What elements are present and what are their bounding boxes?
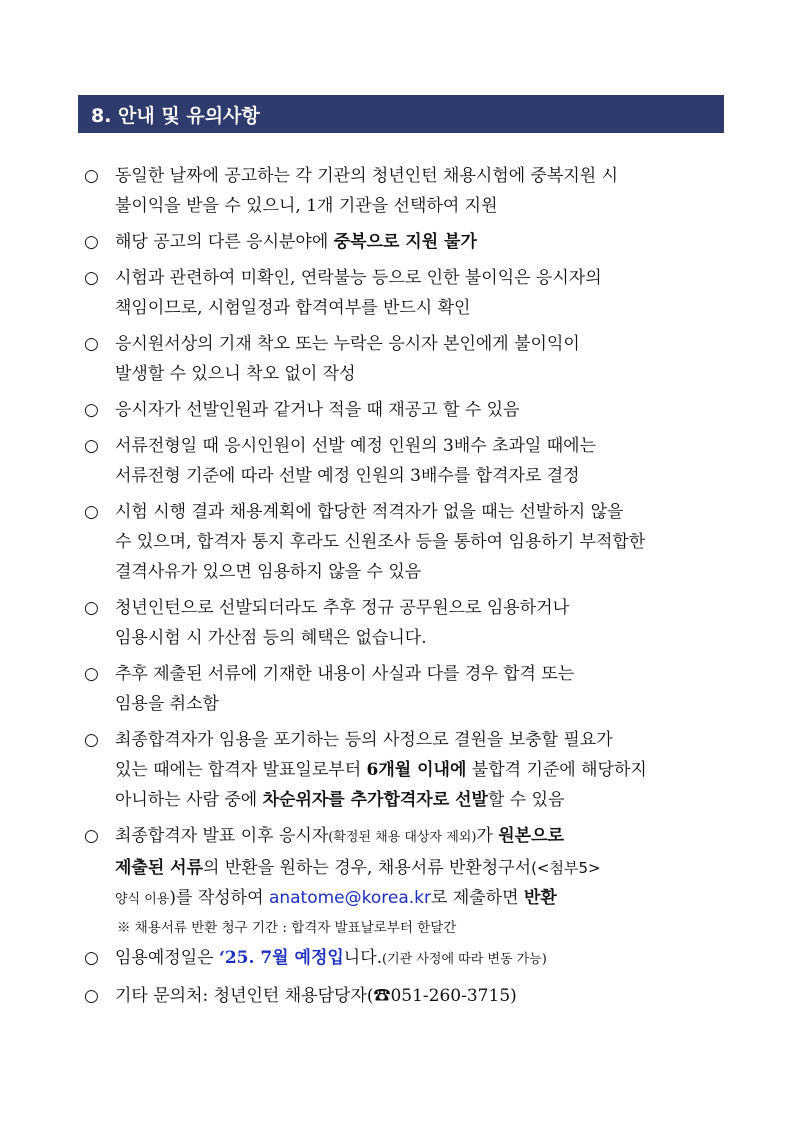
notice-small-text: (기관 사정에 따라 변동 가능) bbox=[382, 952, 547, 967]
circle-bullet-icon: ○ bbox=[84, 730, 99, 750]
notice-line bbox=[115, 821, 726, 853]
notice-line: 불이익을 받을 수 있으니, 1개 기관을 선택하여 지원 bbox=[115, 196, 498, 216]
circle-bullet-icon: ○ bbox=[84, 436, 99, 456]
circle-bullet-icon: ○ bbox=[84, 166, 99, 186]
notice-item bbox=[84, 227, 726, 257]
notice-line: 발생할 수 있으니 착오 없이 작성 bbox=[115, 364, 356, 384]
notice-text: 아니하는 사람 중에 bbox=[115, 790, 263, 810]
attachment-reference: (<첨부5> bbox=[531, 859, 601, 877]
notice-list bbox=[84, 161, 726, 1011]
notice-line: 수 있으며, 합격자 통지 후라도 신원조사 등을 통하여 임용하기 부적합한 bbox=[115, 532, 646, 552]
circle-bullet-icon: ○ bbox=[84, 948, 99, 968]
notice-text: 있는 때에는 합격자 발표일로부터 bbox=[115, 760, 367, 780]
circle-bullet-icon: ○ bbox=[84, 268, 99, 288]
circle-bullet-icon: ○ bbox=[84, 664, 99, 684]
notice-line bbox=[115, 883, 726, 915]
notice-text: )를 작성하여 bbox=[169, 888, 269, 908]
notice-line: 시험과 관련하여 미확인, 연락불능 등으로 인한 불이익은 응시자의 bbox=[115, 268, 602, 288]
notice-line bbox=[115, 785, 726, 815]
notice-item bbox=[84, 431, 726, 491]
notice-text: 임용예정일은 bbox=[115, 948, 219, 968]
notice-emphasis: 차순위자를 추가합격자로 선발 bbox=[262, 790, 488, 810]
notice-item bbox=[84, 395, 726, 425]
notice-emphasis: 중복으로 지원 불가 bbox=[333, 232, 477, 252]
circle-bullet-icon: ○ bbox=[84, 986, 99, 1006]
notice-line: 응시원서상의 기재 착오 또는 누락은 응시자 본인에게 불이익이 bbox=[115, 334, 580, 354]
notice-small-text: (확정된 채용 대상자 제외) bbox=[328, 830, 477, 845]
sub-note: ※ 채용서류 반환 청구 기간 : 합격자 발표날로부터 한달간 bbox=[117, 920, 457, 936]
phone-number: 051-260-3715 bbox=[390, 986, 511, 1006]
notice-item bbox=[84, 943, 726, 975]
notice-line: 청년인턴으로 선발되더라도 추후 정규 공무원으로 임용하거나 bbox=[115, 598, 569, 618]
notice-line: 추후 제출된 서류에 기재한 내용이 사실과 다를 경우 합격 또는 bbox=[115, 664, 575, 684]
notice-item bbox=[84, 497, 726, 587]
notice-emphasis: 제출된 서류 bbox=[115, 858, 204, 878]
notice-item bbox=[84, 161, 726, 221]
notice-small-text: 양식 이용 bbox=[115, 892, 170, 907]
notice-text: 니다. bbox=[343, 948, 383, 968]
notice-text: ) bbox=[510, 986, 517, 1006]
notice-item bbox=[84, 725, 726, 815]
notice-text: 해당 공고의 다른 응시분야에 bbox=[115, 232, 334, 252]
circle-bullet-icon: ○ bbox=[84, 334, 99, 354]
notice-emphasis: 원본으로 bbox=[498, 826, 564, 846]
circle-bullet-icon: ○ bbox=[84, 598, 99, 618]
telephone-icon: ☎ bbox=[373, 986, 391, 1006]
email-address[interactable]: anatome@korea.kr bbox=[268, 888, 432, 908]
notice-item bbox=[84, 263, 726, 323]
circle-bullet-icon: ○ bbox=[84, 400, 99, 420]
notice-line: 최종합격자가 임용을 포기하는 등의 사정으로 결원을 보충할 필요가 bbox=[115, 730, 613, 750]
notice-line: 응시자가 선발인원과 같거나 적을 때 재공고 할 수 있음 bbox=[115, 400, 520, 420]
notice-item bbox=[84, 593, 726, 653]
notice-line: 서류전형일 때 응시인원이 선발 예정 인원의 3배수 초과일 때에는 bbox=[115, 436, 597, 456]
notice-emphasis: 6개월 이내에 bbox=[366, 760, 467, 780]
section-header bbox=[78, 95, 724, 133]
notice-line bbox=[115, 853, 726, 883]
notice-item bbox=[84, 329, 726, 389]
circle-bullet-icon: ○ bbox=[84, 232, 99, 252]
notice-line: 임용을 취소함 bbox=[115, 694, 219, 714]
notice-line: 동일한 날짜에 공고하는 각 기관의 청년인턴 채용시험에 중복지원 시 bbox=[115, 166, 619, 186]
notice-line: 책임이므로, 시험일정과 합격여부를 반드시 확인 bbox=[115, 298, 471, 318]
notice-text: 할 수 있음 bbox=[487, 790, 565, 810]
notice-line bbox=[115, 755, 726, 785]
circle-bullet-icon: ○ bbox=[84, 826, 99, 846]
notice-emphasis: 반환 bbox=[523, 888, 557, 908]
notice-text: 불합격 기준에 해당하지 bbox=[466, 760, 647, 780]
notice-line: 임용시험 시 가산점 등의 혜택은 없습니다. bbox=[115, 628, 427, 648]
circle-bullet-icon: ○ bbox=[84, 502, 99, 522]
notice-text: 로 제출하면 bbox=[431, 888, 524, 908]
notice-line: 결격사유가 있으면 임용하지 않을 수 있음 bbox=[115, 562, 422, 582]
notice-text: 기타 문의처: 청년인턴 채용담당자( bbox=[115, 986, 374, 1006]
section-title: 8. 안내 및 유의사항 bbox=[91, 104, 260, 127]
notice-line: 서류전형 기준에 따라 선발 예정 인원의 3배수를 합격자로 결정 bbox=[115, 466, 580, 486]
appointment-date: ‘25. 7월 예정입 bbox=[218, 948, 344, 968]
notice-item bbox=[84, 821, 726, 915]
notice-line: 시험 시행 결과 채용계획에 합당한 적격자가 없을 때는 선발하지 않을 bbox=[115, 502, 624, 522]
notice-text: 의 반환을 원하는 경우, 채용서류 반환청구서 bbox=[203, 858, 532, 878]
notice-text: 가 bbox=[476, 826, 499, 846]
notice-item bbox=[84, 659, 726, 719]
notice-text: 최종합격자 발표 이후 응시자 bbox=[115, 826, 329, 846]
notice-item bbox=[84, 981, 726, 1011]
